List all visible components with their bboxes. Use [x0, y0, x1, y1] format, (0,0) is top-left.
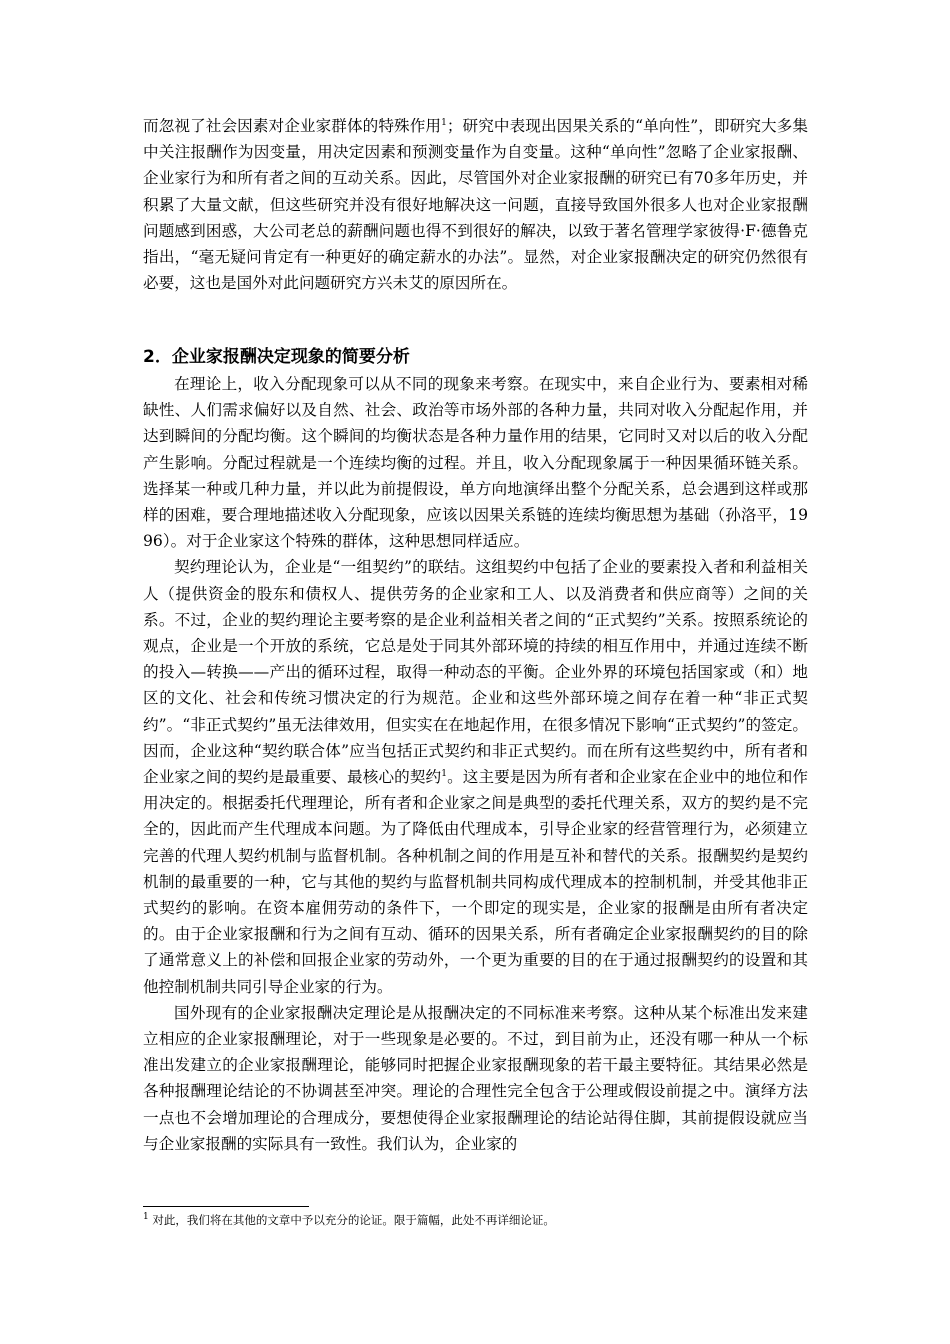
footnote-reference: 1	[441, 117, 447, 128]
footnote-reference: 1	[441, 768, 447, 779]
intro-text-part-2: ；研究中表现出因果关系的“单向性”，即研究大多集中关注报酬作为因变量，用决定因素和预测变量作为自变量。这种“单向性”忽略了企业家报酬、企业家行为和所有者之间的互动关系。因此，尽管国外对企业家报酬的研究已有70多年历史，并积累了大量文献，但这些研究并没有很好地解决这一问题，直接导致国外很多人也对企业家报酬问题感到困惑，大公司老总的薪酬问题也得不到很好的解决，以致于著名管理学家彼得·F·德鲁克指出，“毫无疑问肯定有一种更好的确定薪水的办法”。显然，对企业家报酬决定的研究仍然很有必要，这也是国外对此问题研究方兴未艾的原因所在。	[143, 117, 808, 293]
section-heading: 2．企业家报酬决定现象的简要分析	[143, 347, 410, 367]
footnote	[143, 1211, 555, 1229]
contract-text-part-2: 。这主要是因为所有者和企业家在企业中的地位和作用决定的。根据委托代理理论，所有者和企业家之间是典型的委托代理关系，双方的契约是不完全的，因此而产生代理成本问题。为了降低由代理成本，引导企业家的经营管理行为，必须建立完善的代理人契约机制与监督机制。各种机制之间的作用是互补和替代的关系。报酬契约是契约机制的最重要的一种，它与其他的契约与监督机制共同构成代理成本的控制机制，并受其他非正式契约的影响。在资本雇佣劳动的条件下，一个即定的现实是，企业家的报酬是由所有者决定的。由于企业家报酬和行为之间有互动、循环的因果关系，所有者确定企业家报酬契约的目的除了通常意义上的补偿和回报企业家的劳动外，一个更为重要的目的在于通过报酬契约的设置和其他控制机制共同引导企业家的行为。	[143, 768, 808, 996]
footnote-divider	[143, 1206, 309, 1207]
intro-block	[143, 113, 808, 296]
intro-text-part-1: 而忽视了社会因素对企业家群体的特殊作用	[143, 117, 442, 135]
section-body	[143, 371, 808, 1157]
paragraph-contract-theory	[143, 554, 808, 999]
paragraph-income-distribution: 在理论上，收入分配现象可以从不同的现象来考察。在现实中，来自企业行为、要素相对稀缺性、人们需求偏好以及自然、社会、政治等市场外部的各种力量，共同对收入分配起作用，并达到瞬间的分配均衡。这个瞬间的均衡状态是各种力量作用的结果，它同时又对以后的收入分配产生影响。分配过程就是一个连续均衡的过程。并且，收入分配现象属于一种因果循环链关系。选择某一种或几种力量，并以此为前提假设，单方向地演绎出整个分配关系，总会遇到这样或那样的困难，要合理地描述收入分配现象，应该以因果关系链的连续均衡思想为基础（孙洛平，1996）。对于企业家这个特殊的群体，这种思想同样适应。	[143, 375, 808, 551]
contract-text-part-1: 契约理论认为，企业是“一组契约”的联结。这组契约中包括了企业的要素投入者和利益相关人（提供资金的股东和债权人、提供劳务的企业家和工人、以及消费者和供应商等）之间的关系。不过，企业的契约理论主要考察的是企业利益相关者之间的“正式契约”关系。按照系统论的观点，企业是一个开放的系统，它总是处于同其外部环境的持续的相互作用中，并通过连续不断的投入—转换——产出的循环过程，取得一种动态的平衡。企业外界的环境包括国家或（和）地区的文化、社会和传统习惯决定的行为规范。企业和这些外部环境之间存在着一种“非正式契约”。“非正式契约”虽无法律效用，但实实在在地起作用，在很多情况下影响“正式契约”的签定。因而，企业这种“契约联合体”应当包括正式契约和非正式契约。而在所有这些契约中，所有者和企业家之间的契约是最重要、最核心的契约	[143, 558, 808, 787]
intro-paragraph	[143, 113, 808, 296]
footnote-text: 对此，我们将在其他的文章中予以充分的论证。限于篇幅，此处不再详细论证。	[148, 1213, 555, 1227]
paragraph-foreign-theory: 国外现有的企业家报酬决定理论是从报酬决定的不同标准来考察。这种从某个标准出发来建立相应的企业家报酬理论，对于一些现象是必要的。不过，到目前为止，还没有哪一种从一个标准出发建立的企业家报酬理论，能够同时把握企业家报酬现象的若干最主要特征。其结果必然是各种报酬理论结论的不协调甚至冲突。理论的合理性完全包含于公理或假设前提之中。演绎方法一点也不会增加理论的合理成分，要想使得企业家报酬理论的结论站得住脚，其前提假设就应当与企业家报酬的实际具有一致性。我们认为，企业家的	[143, 1003, 808, 1153]
footnote-number: 1	[143, 1212, 149, 1223]
